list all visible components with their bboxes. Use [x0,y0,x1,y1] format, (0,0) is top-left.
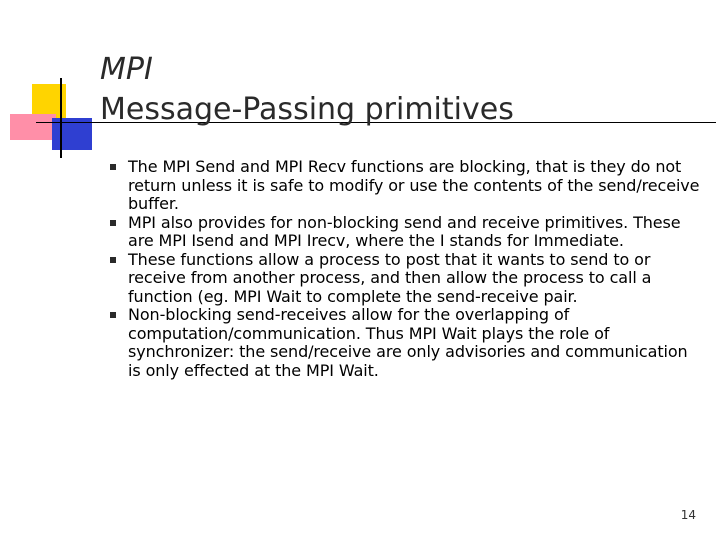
slide-title-line2: Message-Passing primitives [100,92,514,127]
bullet-text: These functions allow a process to post that it wants to send to or receive from another process, and then allow the process to call a function (eg. MPI Wait to complete the send-receive pair. [128,249,652,306]
slide-title [100,50,514,130]
bullet-item [110,251,700,307]
square-bullet-icon [110,220,116,226]
slide-decoration [0,0,110,170]
pink-square-decoration [10,114,56,140]
page-number: 14 [680,508,696,522]
bullet-text: MPI also provides for non-blocking send and receive primitives. These are MPI Isend and MPI Irecv, where the I stands for Immediate. [128,212,681,250]
vertical-rule [60,78,62,158]
bullet-item [110,306,700,380]
bullet-item [110,158,700,214]
square-bullet-icon [110,257,116,263]
bullet-text: The MPI Send and MPI Recv functions are blocking, that is they do not return unless it is safe to modify or use the contents of the send/receive buffer. [128,157,700,213]
bullet-item [110,214,700,251]
square-bullet-icon [110,164,116,170]
bullet-list [110,158,700,380]
square-bullet-icon [110,312,116,318]
bullet-text: Non-blocking send-receives allow for the overlapping of computation/communication. Thus MPI Wait plays the role of synchronizer: the send/receive are only advisories and communication is only effected at the MPI Wait. [128,305,688,380]
slide-title-line1: MPI [100,52,153,87]
